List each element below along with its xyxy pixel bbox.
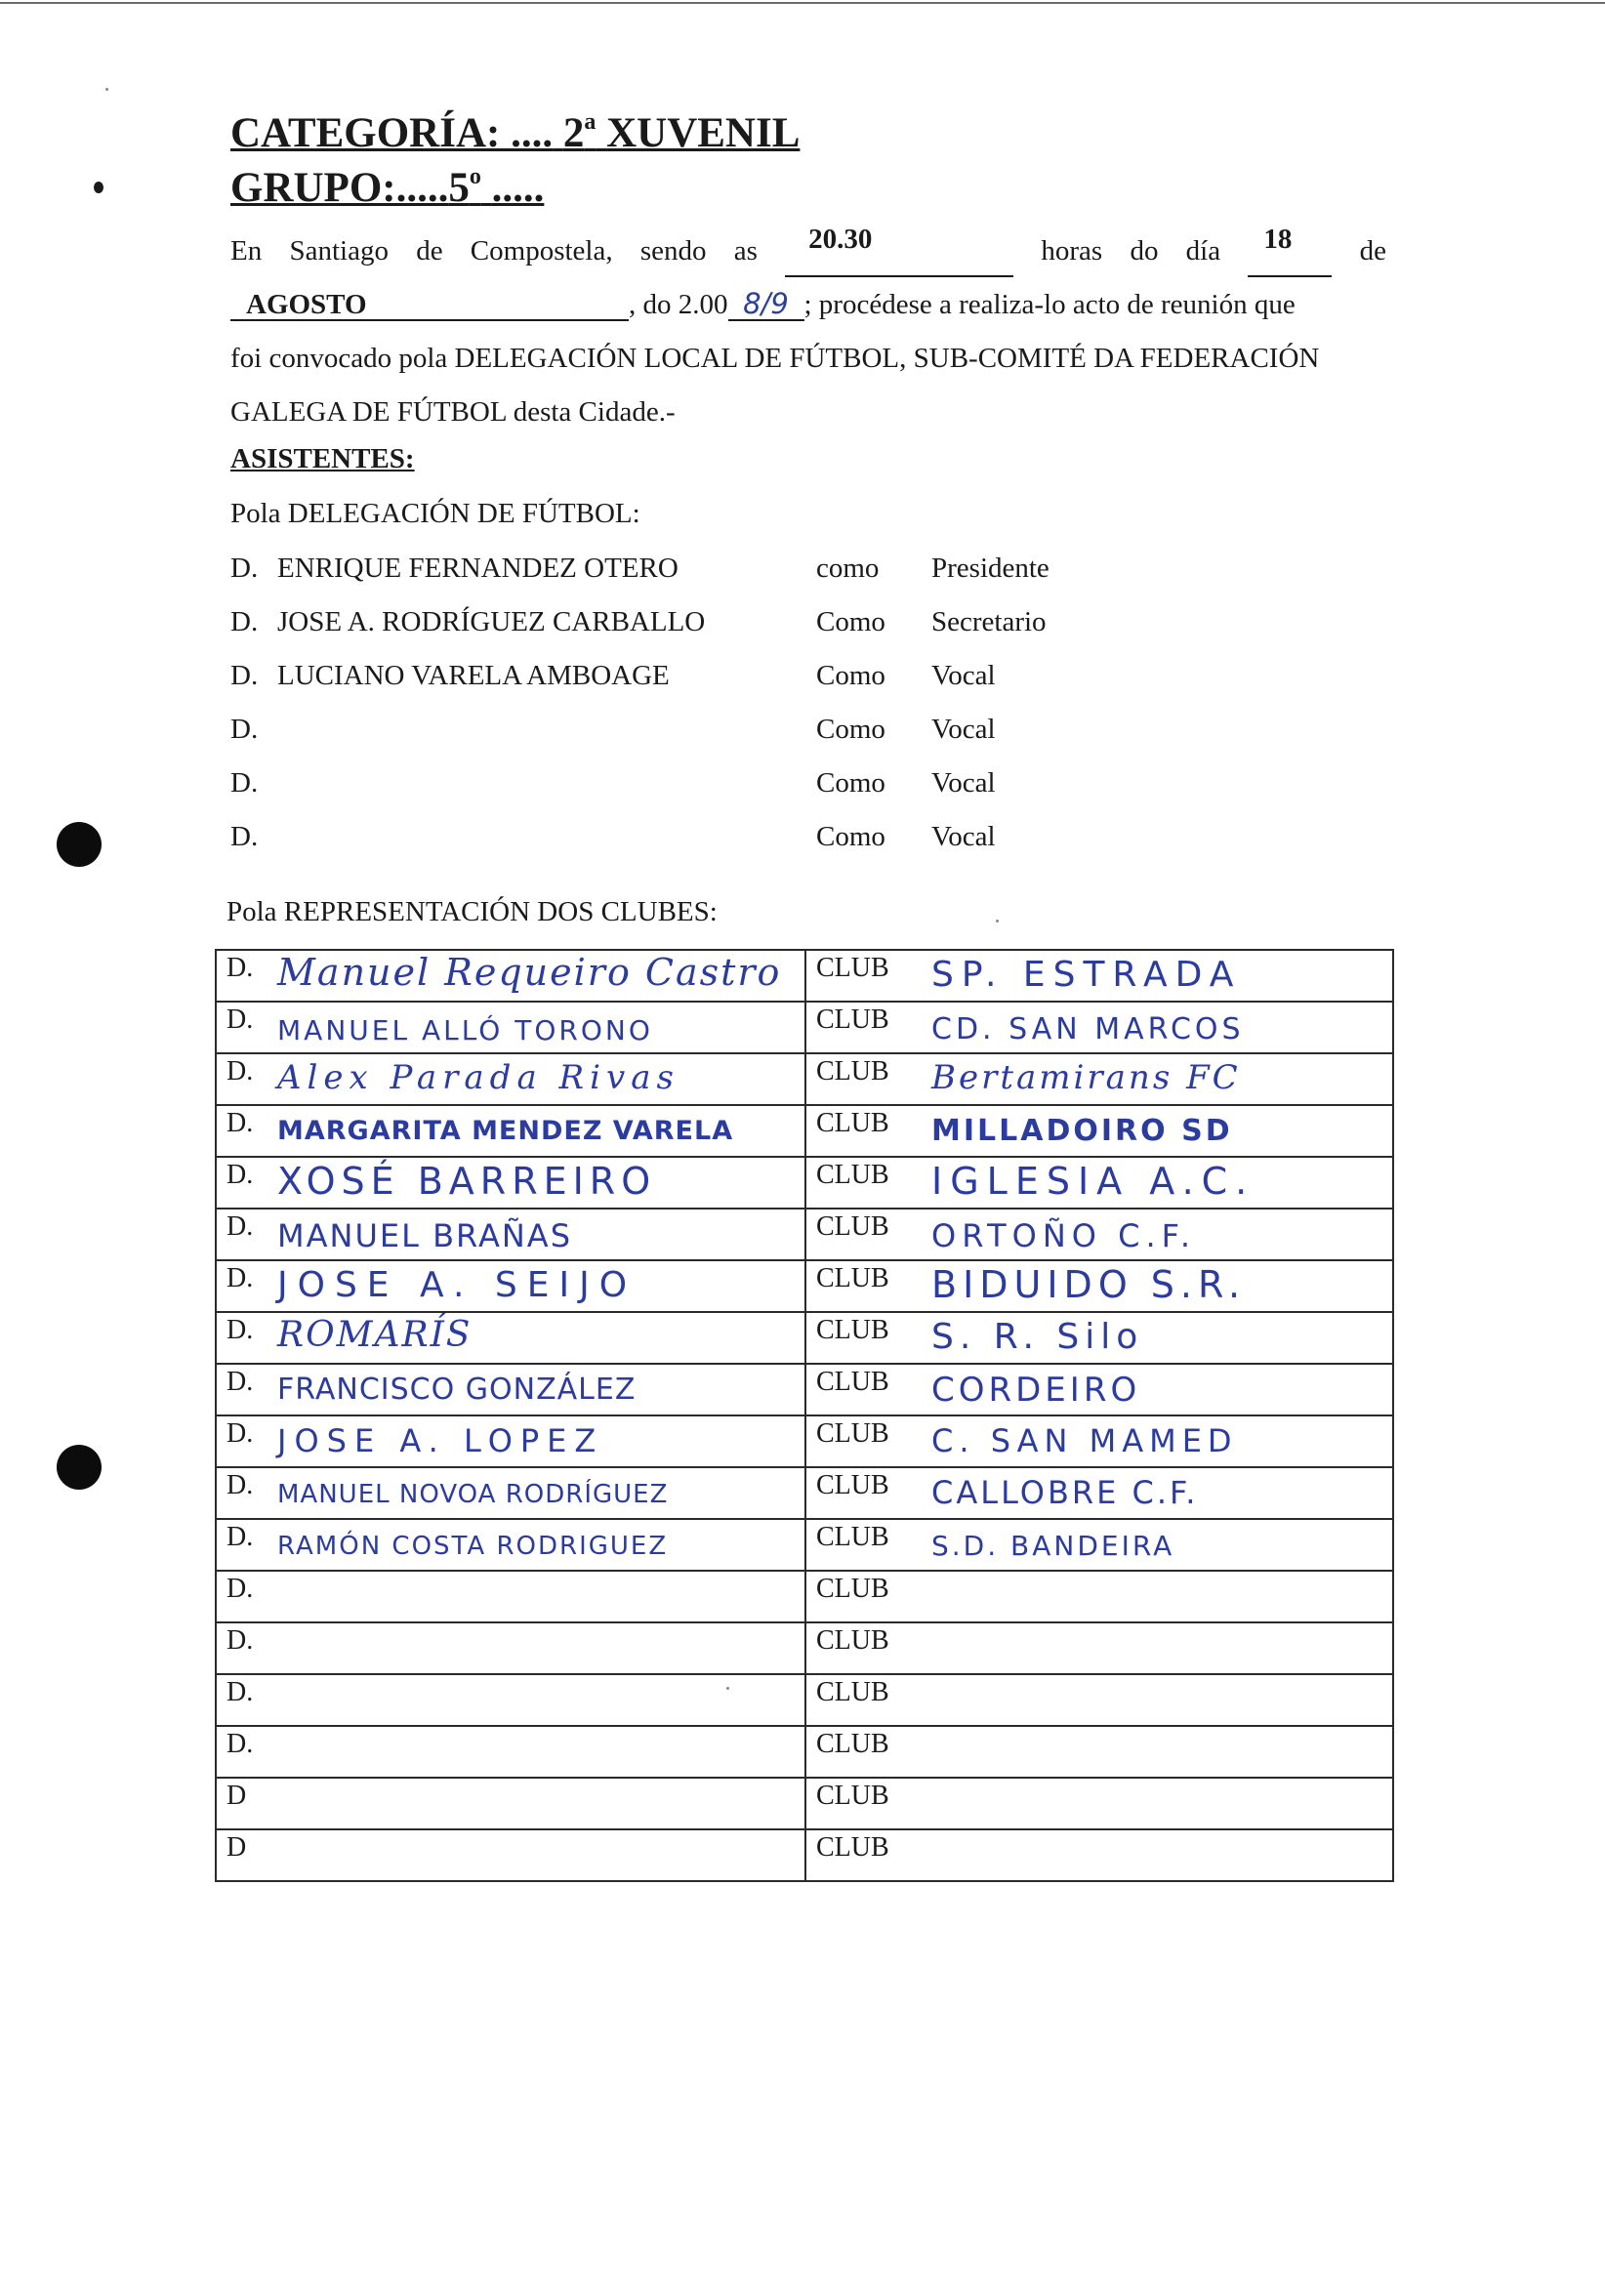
asistentes-heading: ASISTENTES: [230,443,415,474]
handwritten-club: MILLADOIRO SD [931,1114,1233,1148]
delegacion-row: D. LUCIANO VARELA AMBOAGE Como Vocal [230,660,996,691]
day-field: 18 [1248,225,1332,277]
delegacion-row: D. Como Vocal [230,714,996,745]
club-cell: CLUB [805,1674,1393,1726]
handwritten-name: MANUEL BRAÑAS [277,1217,572,1254]
club-cell: CLUB [805,1622,1393,1674]
delegacion-row: D. ENRIQUE FERNANDEZ OTERO como Presidente [230,553,1049,584]
table-row [216,1829,1393,1881]
grupo-heading: GRUPO:.....5$^o$ ..... [230,164,545,211]
table-row [216,1571,1393,1622]
handwritten-name: Alex Parada Rivas [277,1058,679,1097]
intro-line-3: foi convocado pola DELEGACIÓN LOCAL DE FÚTBOL, SUB-COMITÉ DA FEDERACIÓN [230,343,1320,374]
year-field: 8/9 [728,289,804,321]
table-row [216,1622,1393,1674]
delegacion-row: D. Como Vocal [230,821,996,852]
clubs-table [215,949,1394,1882]
representative-cell: D. JOSE A. SEIJO [216,1260,805,1312]
table-row [216,1260,1393,1312]
handwritten-club: C. SAN MAMED [931,1422,1238,1459]
club-cell: CLUB BIDUIDO S.R. [805,1260,1393,1312]
representative-cell: D. [216,1674,805,1726]
table-row [216,1778,1393,1829]
ink-speck [94,182,103,193]
table-row [216,1053,1393,1105]
handwritten-club: CORDEIRO [931,1371,1141,1410]
scan-dust [996,920,999,922]
club-cell: CLUB S. R. Silo [805,1312,1393,1364]
delegacion-row: D. Como Vocal [230,767,996,799]
representative-cell: D. JOSE A. LOPEZ [216,1415,805,1467]
handwritten-name: JOSE A. SEIJO [277,1265,638,1305]
club-cell: CLUB MILLADOIRO SD [805,1105,1393,1157]
representative-cell: D. ROMARÍS [216,1312,805,1364]
handwritten-name: JOSE A. LOPEZ [277,1422,604,1459]
handwritten-club: CD. SAN MARCOS [931,1012,1245,1046]
table-row [216,1415,1393,1467]
categoria-heading: CATEGORÍA: .... 2$^a$ XUVENIL [230,109,801,156]
representative-cell: D. MANUEL BRAÑAS [216,1209,805,1260]
intro-line-2: AGOSTO , do 2.00 8/9 ; procédese a realiza-lo acto de reunión que [230,278,1386,331]
handwritten-name: XOSÉ BARREIRO [277,1160,657,1203]
table-row [216,1467,1393,1519]
representative-cell: D. MANUEL ALLÓ TORONO [216,1002,805,1053]
handwritten-club: Bertamirans FC [931,1058,1241,1097]
club-cell: CLUB CALLOBRE C.F. [805,1467,1393,1519]
club-cell: CLUB [805,1778,1393,1829]
club-cell: CLUB IGLESIA A.C. [805,1157,1393,1209]
representative-cell: D. RAMÓN COSTA RODRIGUEZ [216,1519,805,1571]
handwritten-club: IGLESIA A.C. [931,1160,1255,1203]
representative-cell: D. [216,1726,805,1778]
handwritten-name: FRANCISCO GONZÁLEZ [277,1373,637,1407]
club-cell: CLUB Bertamirans FC [805,1053,1393,1105]
representative-cell: D. Manuel Requeiro Castro [216,950,805,1002]
handwritten-club: BIDUIDO S.R. [931,1263,1247,1306]
club-cell: CLUB C. SAN MAMED [805,1415,1393,1467]
club-cell: CLUB SP. ESTRADA [805,950,1393,1002]
table-row [216,1209,1393,1260]
handwritten-club: S. R. Silo [931,1317,1144,1357]
handwritten-club: CALLOBRE C.F. [931,1474,1199,1511]
representative-cell: D. [216,1571,805,1622]
representative-cell: D. MARGARITA MENDEZ VARELA [216,1105,805,1157]
month-field: AGOSTO [230,290,629,321]
handwritten-club: ORTOÑO C.F. [931,1217,1197,1254]
club-cell: CLUB CD. SAN MARCOS [805,1002,1393,1053]
pola-delegacion-label: Pola DELEGACIÓN DE FÚTBOL: [230,498,640,529]
club-cell: CLUB ORTOÑO C.F. [805,1209,1393,1260]
time-field: 20.30 [785,225,1013,277]
table-row [216,1105,1393,1157]
handwritten-name: MANUEL NOVOA RODRÍGUEZ [277,1480,669,1509]
delegacion-row: D. JOSE A. RODRÍGUEZ CARBALLO Como Secretario [230,606,1047,637]
table-row [216,1674,1393,1726]
intro-line-4: GALEGA DE FÚTBOL desta Cidade.- [230,396,676,428]
intro-line-1: En Santiago de Compostela, sendo as 20.30 horas do día 18 de [230,225,1386,277]
table-row [216,1726,1393,1778]
club-cell: CLUB [805,1571,1393,1622]
representative-cell: D. FRANCISCO GONZÁLEZ [216,1364,805,1415]
scan-top-edge [0,2,1605,4]
table-row [216,1157,1393,1209]
table-row [216,950,1393,1002]
table-row [216,1519,1393,1571]
scan-dust [105,88,108,91]
table-row [216,1312,1393,1364]
representative-cell: D. XOSÉ BARREIRO [216,1157,805,1209]
club-cell: CLUB CORDEIRO [805,1364,1393,1415]
club-cell: CLUB [805,1726,1393,1778]
handwritten-name: Manuel Requeiro Castro [277,951,782,994]
handwritten-name: MARGARITA MENDEZ VARELA [277,1116,734,1146]
representative-cell: D [216,1829,805,1881]
representative-cell: D. MANUEL NOVOA RODRÍGUEZ [216,1467,805,1519]
punch-hole [57,1445,102,1490]
handwritten-name: RAMÓN COSTA RODRIGUEZ [277,1532,669,1561]
handwritten-name: MANUEL ALLÓ TORONO [277,1014,653,1046]
table-row [216,1364,1393,1415]
handwritten-name: ROMARÍS [277,1315,473,1355]
representative-cell: D. [216,1622,805,1674]
club-cell: CLUB [805,1829,1393,1881]
club-cell: CLUB S.D. BANDEIRA [805,1519,1393,1571]
handwritten-club: S.D. BANDEIRA [931,1530,1175,1562]
table-row [216,1002,1393,1053]
handwritten-club: SP. ESTRADA [931,955,1242,995]
representative-cell: D [216,1778,805,1829]
representative-cell: D. Alex Parada Rivas [216,1053,805,1105]
pola-clubes-label: Pola REPRESENTACIÓN DOS CLUBES: [226,896,718,927]
punch-hole [57,822,102,867]
